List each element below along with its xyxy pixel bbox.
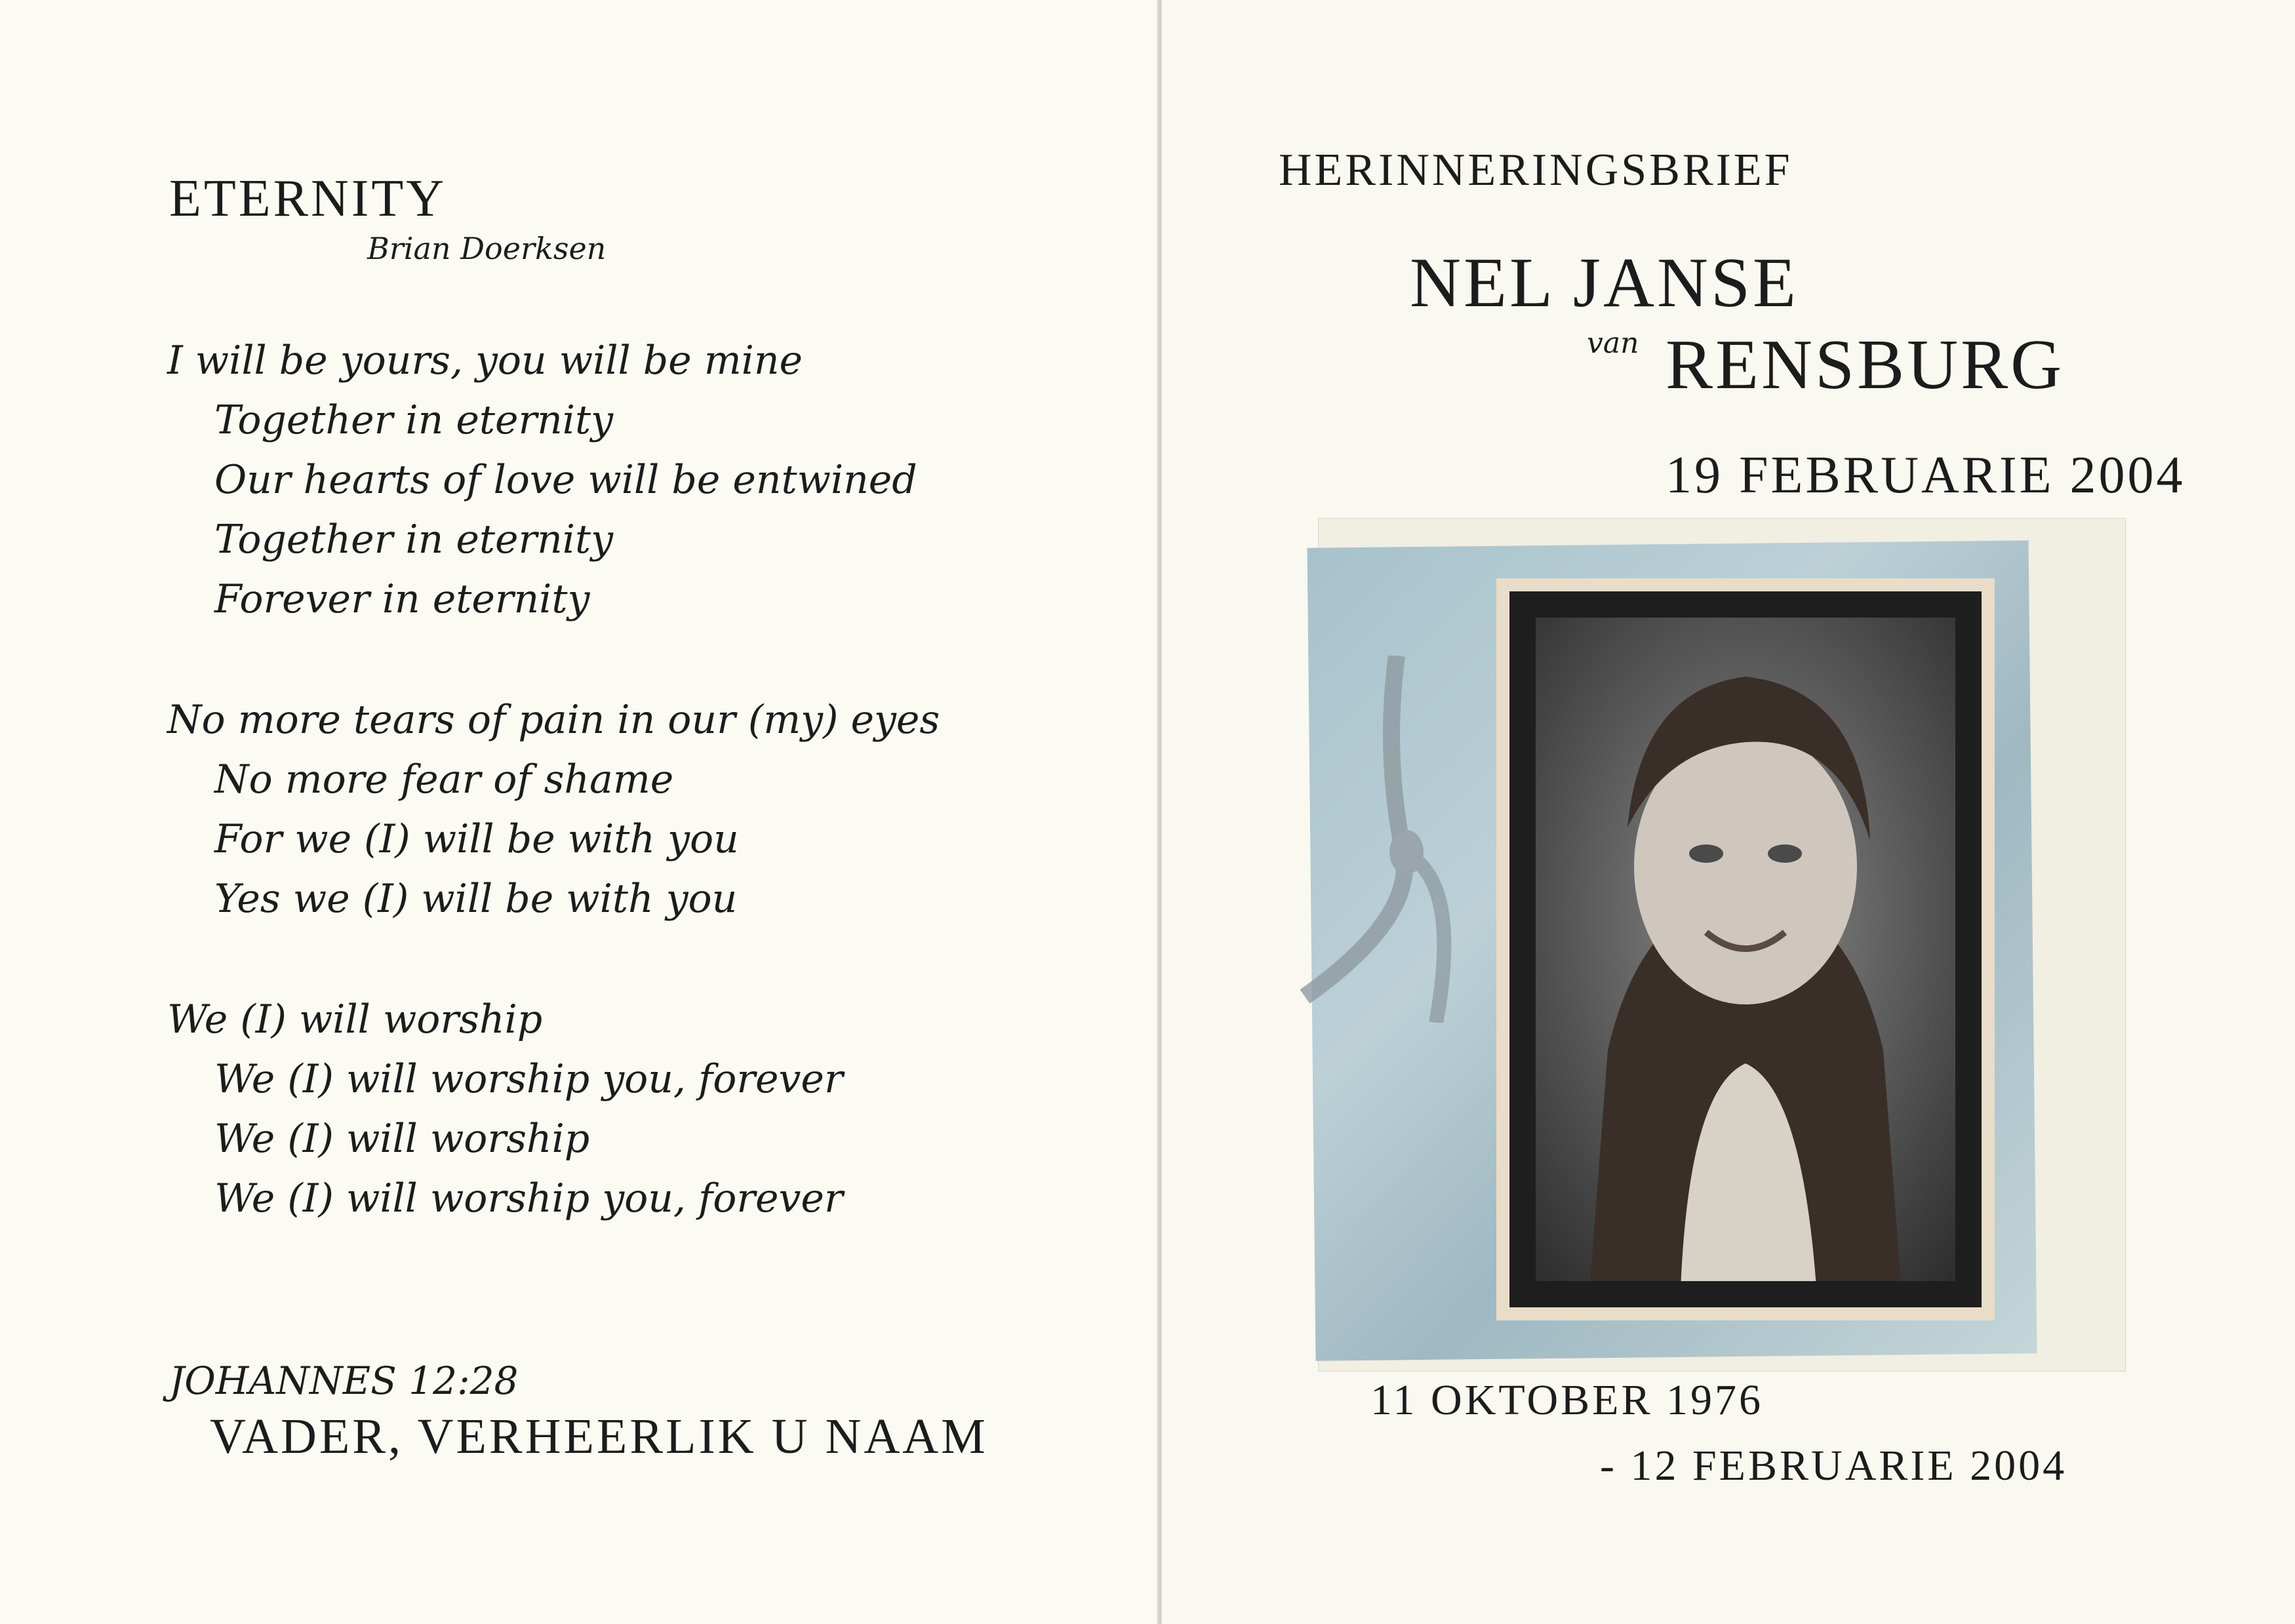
stanza-3 [167, 990, 843, 1229]
deceased-name-van: van [1587, 327, 1639, 360]
poem-line: Yes we (I) will be with you [214, 876, 738, 922]
stanza-1 [167, 331, 917, 629]
verse-text: VADER, VERHEERLIK U NAAM [210, 1409, 988, 1464]
ribbon-bow-illustration [1266, 656, 1515, 1023]
poem-title: ETERNITY [169, 170, 447, 228]
poem-line: Together in eternity [214, 517, 613, 563]
service-date: 19 FEBRUARIE 2004 [1666, 446, 2185, 504]
poem-line: We (I) will worship [167, 997, 543, 1042]
deceased-name-first: NEL JANSE [1410, 244, 1799, 322]
poem-line: For we (I) will be with you [214, 816, 739, 862]
poem-line: Forever in eternity [214, 576, 590, 622]
poem-line: No more tears of pain in our (my) eyes [167, 697, 940, 743]
birth-date: 11 OKTOBER 1976 [1370, 1376, 1764, 1424]
card-heading: HERINNERINGSBRIEF [1279, 145, 1793, 195]
poem-line: We (I) will worship you, forever [214, 1176, 843, 1221]
death-date: - 12 FEBRUARIE 2004 [1600, 1442, 2067, 1490]
poem-line: No more fear of shame [214, 757, 674, 802]
poem-line: I will be yours, you will be mine [167, 338, 803, 384]
poem-line: We (I) will worship you, forever [214, 1056, 843, 1102]
verse-reference: JOHANNES 12:28 [169, 1358, 519, 1403]
poem-line: We (I) will worship [214, 1116, 590, 1162]
portrait-illustration [1509, 591, 1982, 1307]
portrait-photo [1509, 591, 1982, 1307]
poem-line: Together in eternity [214, 397, 613, 443]
poem-author: Brian Doerksen [367, 231, 607, 266]
poem-line: Our hearts of love will be entwined [214, 457, 917, 503]
deceased-name-last: RENSBURG [1666, 326, 2065, 404]
stanza-2 [167, 690, 940, 929]
